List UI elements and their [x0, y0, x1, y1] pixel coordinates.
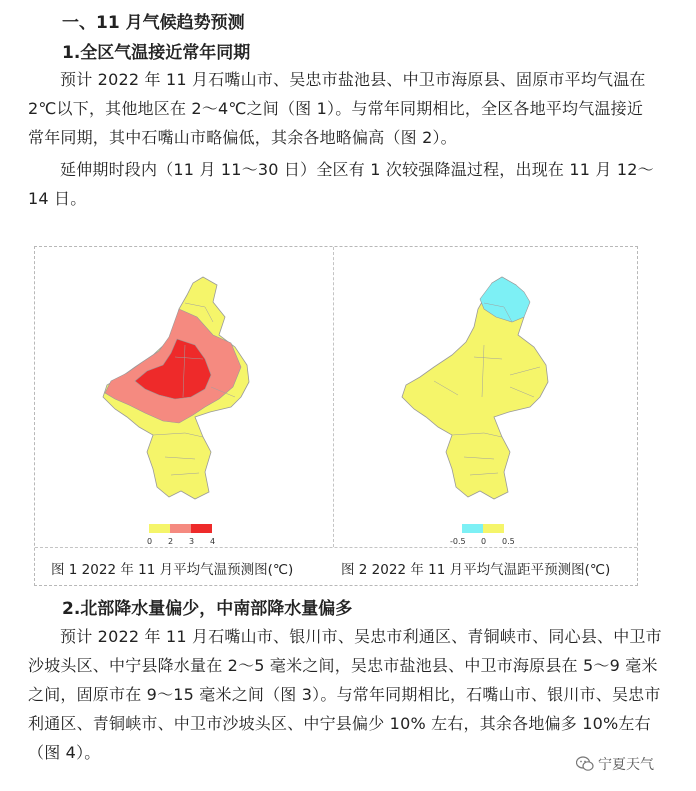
figure-2-caption: 图 2 2022 年 11 月平均气温距平预测图(℃)	[341, 562, 611, 578]
paragraph-temperature: 预计 2022 年 11 月石嘴山市、吴忠市盐池县、中卫市海原县、固原市平均气温在 2℃以下，其他地区在 2～4℃之间（图 1）。与常年同期相比，全区各地平均气温接近常年同期，其中石嘴山市略偏低，其余各地略偏高（图 2）。	[28, 70, 646, 147]
legend-tick: 3	[189, 537, 195, 546]
paragraph-cooling: 延伸期时段内（11 月 11～30 日）全区有 1 次较强降温过程，出现在 11 月 12～14 日。	[28, 160, 654, 208]
legend-tick: -0.5	[450, 537, 466, 546]
subheading-temperature: 1.全区气温接近常年同期	[62, 43, 251, 63]
legend-tick: 0	[147, 537, 153, 546]
temperature-legend	[149, 524, 213, 538]
section-heading: 一、11 月气候趋势预测	[62, 13, 245, 33]
legend-tick: 0	[481, 537, 487, 546]
temperature-map	[35, 247, 333, 547]
figure-2-panel	[334, 247, 632, 547]
legend-tick: 4	[210, 537, 216, 546]
caption-row	[35, 547, 637, 586]
figure-1-caption: 图 1 2022 年 11 月平均气温预测图(℃)	[51, 562, 294, 578]
anomaly-legend	[462, 524, 506, 538]
anomaly-map	[334, 247, 637, 547]
legend-tick: 0.5	[502, 537, 515, 546]
figure-box	[34, 246, 638, 586]
subheading-precipitation: 2.北部降水量偏少，中南部降水量偏多	[62, 599, 353, 619]
watermark-account: 宁夏天气	[598, 757, 654, 773]
legend-tick: 2	[168, 537, 174, 546]
figure-1-panel	[35, 247, 334, 547]
wechat-icon	[576, 756, 594, 772]
paragraph-precipitation: 预计 2022 年 11 月石嘴山市、银川市、吴忠市利通区、青铜峡市、同心县、中卫市沙坡头区、中宁县降水量在 2～5 毫米之间，吴忠市盐池县、中卫市海原县在 5～9 毫米之间，固原市在 9～15 毫米之间（图 3）。与常年同期相比，石嘴山市、银川市、吴忠市利通区、青铜峡市、中卫市沙坡头区、中宁县偏少 10% 左右，其余各地偏多 10%左右（图 4）。	[28, 627, 662, 762]
